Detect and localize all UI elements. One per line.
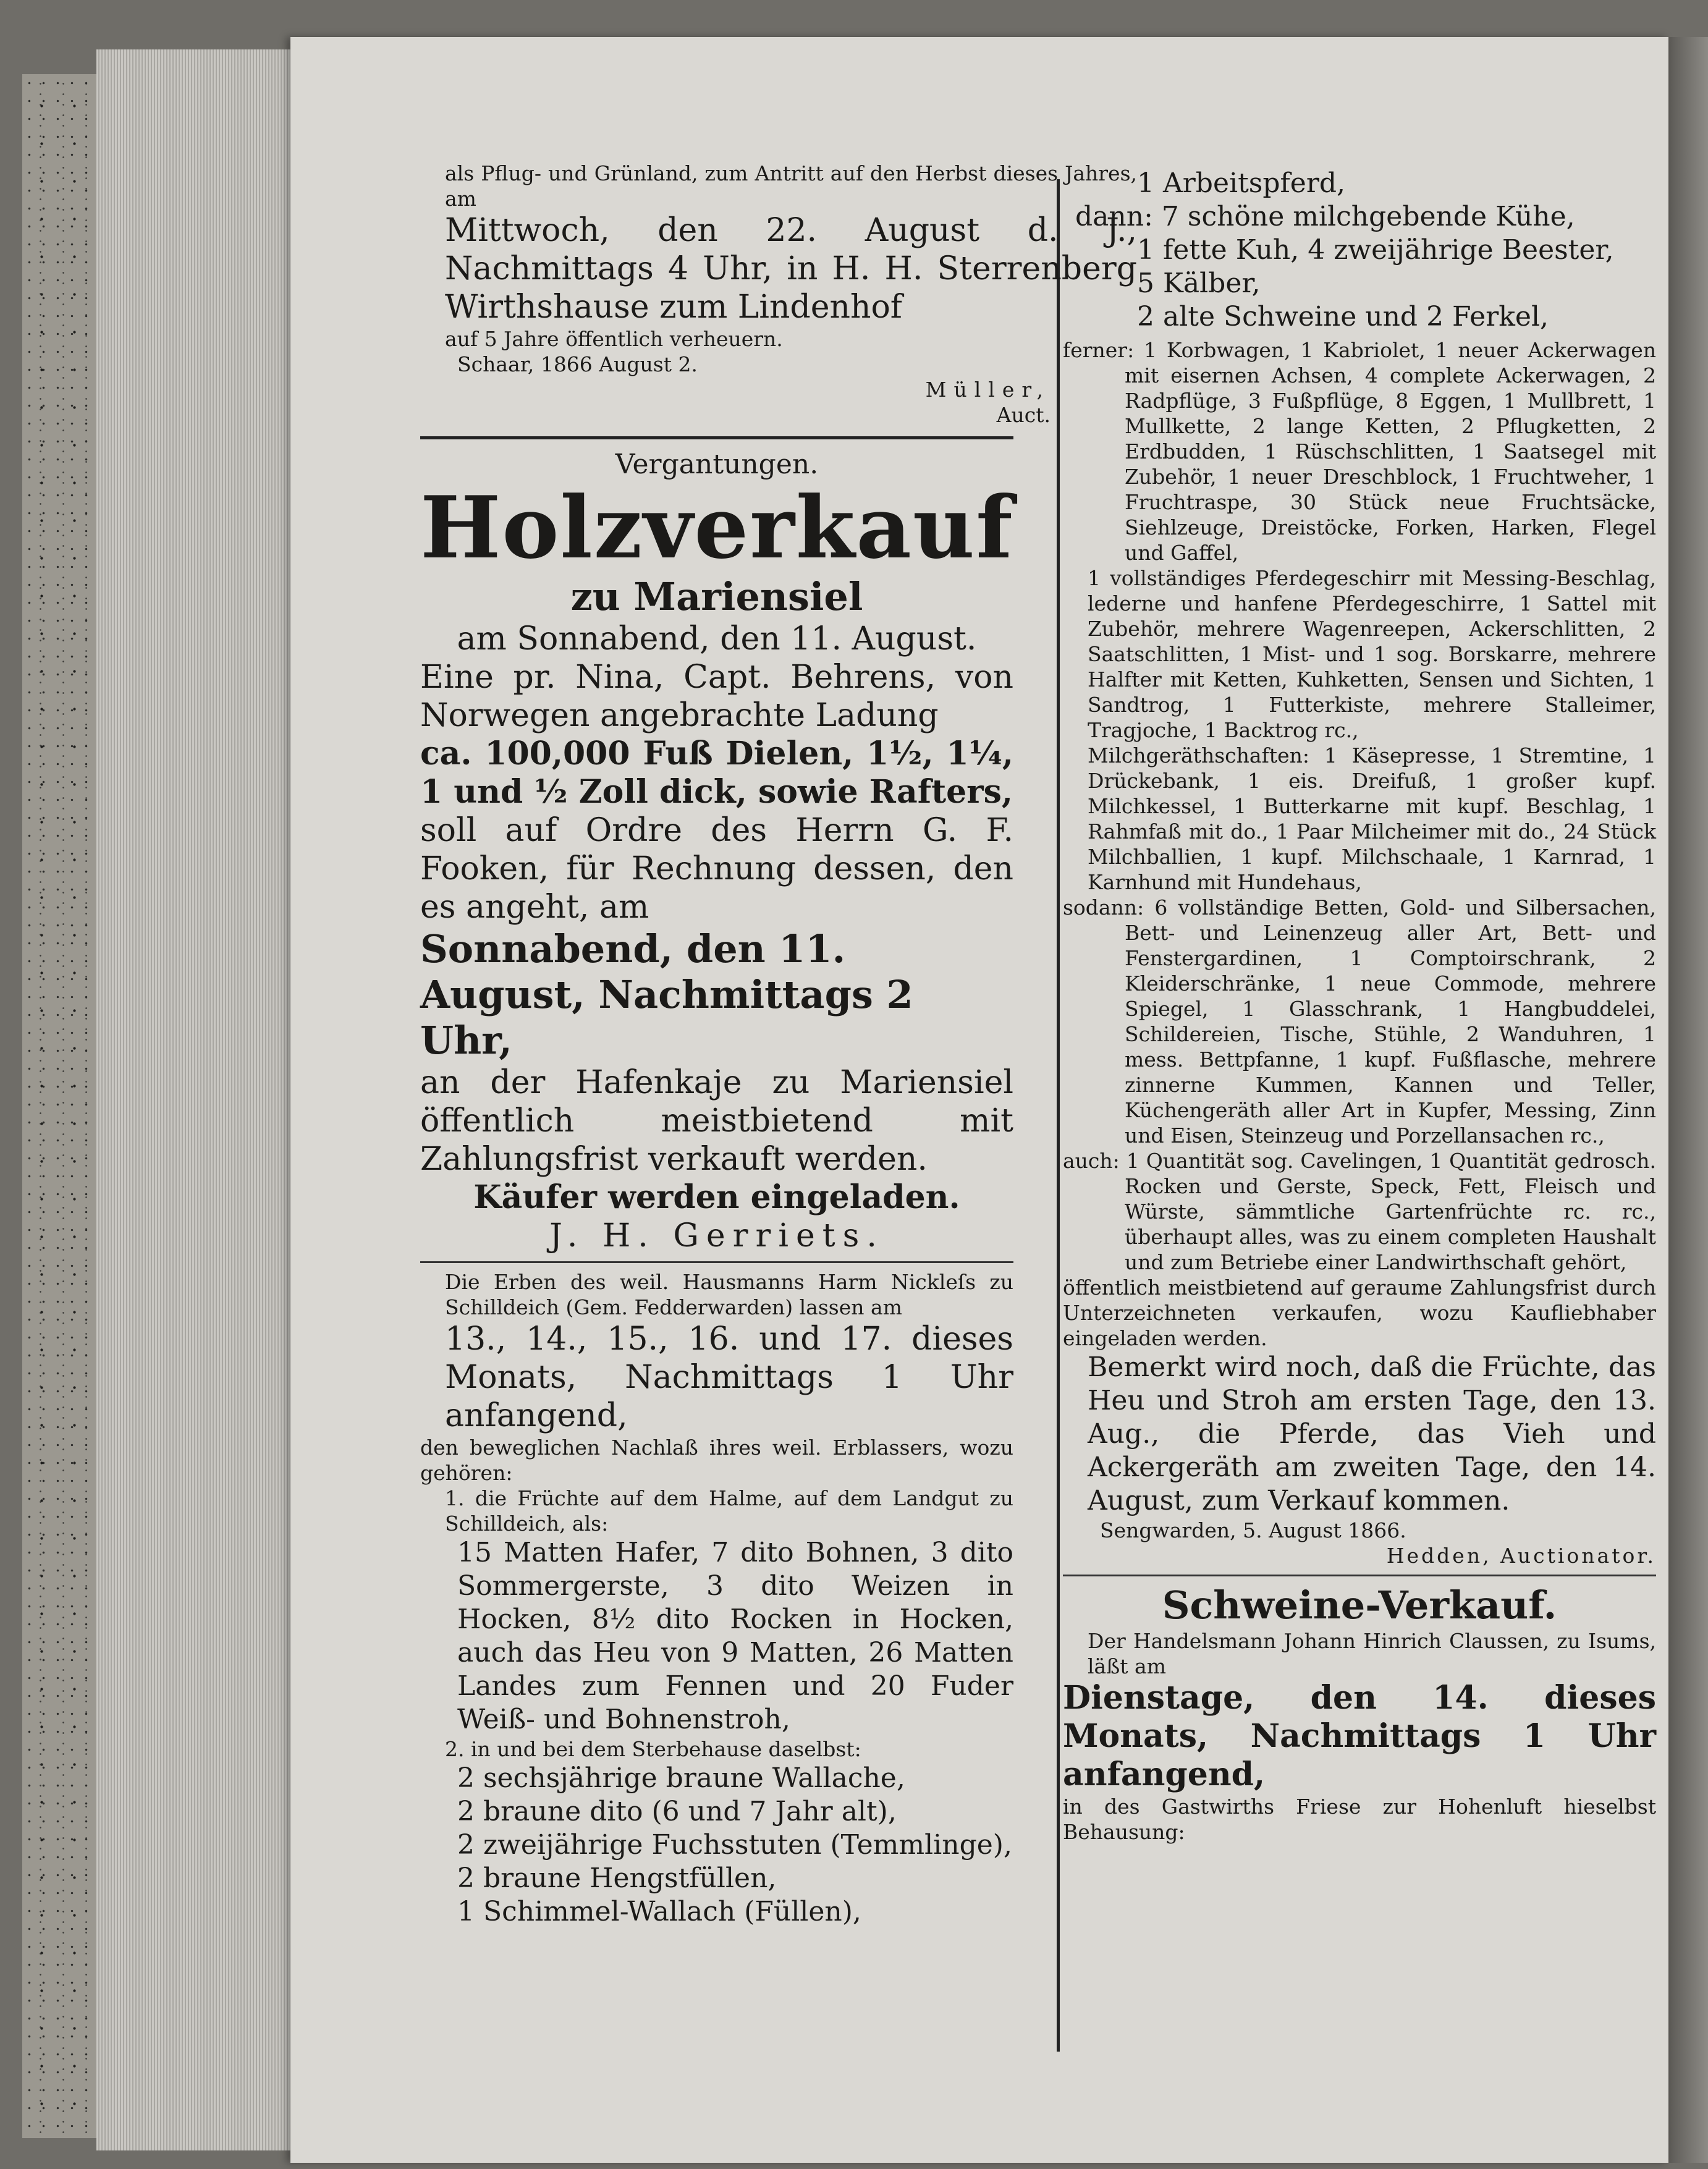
nachlass-item2-line4: 2 braune Hengstfüllen, [457,1862,777,1894]
nachlass-item2-line1: 2 sechsjährige braune Wallache, [457,1762,905,1794]
holzverkauf-when: Sonnabend, den 11. August, Nachmittags 2 Uhr, [420,926,913,1063]
geschirr-list: 1 vollständiges Pferdegeschirr mit Messing-Beschlag, lederne und hanfene Pferdegeschirre, 1 Sattel mit Zubehör, mehrere Wagenreepen, Ackerschlitten, 2 Saatschlitten, 1 Mist- und 1 sog. Borskarre, mehrere Halfter mit Ketten, Kuhketten, Sensen und Sichten, 1 Sandtrog, 1 Futterkiste, mehrere Stalleimer, Tragjoche, 1 Backtrog rc., [1088,566,1656,742]
holzverkauf-title: Holzverkauf [420,477,1014,578]
holzverkauf-body1: Eine pr. Nina, Capt. Behrens, von Norwegen angebrachte Ladung [420,659,1013,734]
holzverkauf-body4: an der Hafenkaje zu Mariensiel öffentlich meistbietend mit Zahlungsfrist verkauft werden. [420,1064,1013,1178]
nachlass-item2-line2: 2 braune dito (6 und 7 Jahr alt), [457,1796,897,1827]
pflug-signature-title: Auct. [996,403,1051,427]
schweine-title: Schweine-Verkauf. [1162,1583,1557,1628]
pflug-signature: Müller, [925,378,1051,402]
schweine-intro: Der Handelsmann Johann Hinrich Claussen, zu Isums, läßt am [1088,1629,1656,1678]
livestock-line3: 1 fette Kuh, 4 zweijährige Beester, [1137,234,1614,266]
holzverkauf-signature: J. H. Gerriets. [549,1217,884,1254]
holzverkauf-invite: Käufer werden eingeladen. [473,1178,960,1216]
auctioneer-signature: Hedden, Auctionator. [1386,1544,1656,1568]
nachlass-intro: Die Erben des weil. Hausmanns Harm Nickleſs zu Schilldeich (Gem. Fedderwarden) lassen am [445,1270,1013,1319]
nachlass-item1-head: 1. die Früchte auf dem Halme, auf dem Landgut zu Schilldeich, als: [445,1486,1013,1536]
nachlass-item2-line3: 2 zweijährige Fuchsstuten (Temmlinge), [457,1829,1012,1861]
pflug-place-date: Schaar, 1866 August 2. [457,352,698,376]
book-page-edges [96,49,307,2150]
left-column [420,161,1137,1929]
pflug-notice [420,161,1137,428]
book-edge-speckle [22,74,96,2138]
holzverkauf-notice [420,448,1013,1255]
separator-rule [1063,1575,1656,1576]
book-right-edge [1668,37,1708,2163]
schweine-body: in des Gastwirths Friese zur Hohenluft hieselbst Behausung: [1063,1795,1656,1844]
closing-text: öffentlich meistbietend auf geraume Zahlungsfrist durch Unterzeichneten verkaufen, wozu Kaufliebhaber eingeladen werden. [1063,1275,1656,1350]
holzverkauf-cargo: ca. 100,000 Fuß Dielen, 1½, 1¼, 1 und ½ Zoll dick, sowie Rafters, [420,735,1013,811]
separator-rule [420,1261,1013,1263]
sodann-list: sodann: 6 vollständige Betten, Gold- und Silbersachen, Bett- und Leinenzeug aller Art, Bett- und Fenstergardinen, 1 Comptoirschrank, 2 Kleiderschränke, 1 neue Commode, mehrere Spiegel, 1 Glasschrank, 1 Hangbuddelei, Schildereien, Tische, Stühle, 2 Wanduhren, 1 mess. Bettpfanne, 1 kupf. Fußflasche, mehrere zinnerne Kummen, Kannen und Teller, Küchengeräth aller Art in Kupfer, Messing, Zinn und Eisen, Steinzeug und Porzellansachen rc., [1063,895,1656,1148]
nachlass-body: den beweglichen Nachlaß ihres weil. Erblassers, wozu gehören: [420,1435,1013,1485]
livestock-line2: dann: 7 schöne milchgebende Kühe, [1075,201,1575,232]
schweine-notice [1063,1583,1656,1845]
holzverkauf-body3: soll auf Ordre des Herrn G. F. Fooken, für Rechnung dessen, den es angeht, am [420,812,1013,926]
schweine-when: Dienstage, den 14. dieses Monats, Nachmittags 1 Uhr anfangend, [1063,1679,1656,1793]
place-date: Sengwarden, 5. August 1866. [1100,1518,1406,1542]
separator-rule [420,436,1013,439]
pflug-line3: auf 5 Jahre öffentlich verheuern. [445,327,783,351]
pflug-date: Mittwoch, den 22. August d. J., Nachmittags 4 Uhr, in H. H. Sterrenberg Wirthshause zum Lindenhof [445,212,1137,326]
nachlass-notice [420,1269,1013,1929]
livestock-list [1063,167,1656,334]
nachlass-item2-head: 2. in und bei dem Sterbehause daselbst: [445,1737,861,1761]
remark-text: Bemerkt wird noch, daß die Früchte, das Heu und Stroh am ersten Tage, den 13. Aug., die Pferde, das Vieh und Ackergeräth am zweiten Tage, den 14. August, zum Verkauf kommen. [1088,1351,1656,1516]
holzverkauf-date: am Sonnabend, den 11. August. [457,620,977,657]
pflug-line1: als Pflug- und Grünland, zum Antritt auf den Herbst dieses Jahres, am [445,161,1137,211]
livestock-line1: 1 Arbeitspferd, [1137,167,1346,199]
section-heading-vergantungen: Vergantungen. [615,449,819,480]
milch-list: Milchgeräthschaften: 1 Käsepresse, 1 Stremtine, 1 Drückebank, 1 eis. Dreifuß, 1 großer kupf. Milchkessel, 1 Butterkarne mit kupf. Beschlag, 1 Rahmfaß mit do., 1 Paar Milcheimer mit do., 24 Stück Milchballien, 1 kupf. Milchschaale, 1 Karnrad, 1 Karnhund mit Hundehaus, [1088,743,1656,894]
auch-list: auch: 1 Quantität sog. Cavelingen, 1 Quantität gedrosch. Rocken und Gerste, Speck, Fett, Fleisch und Würste, sämmtliche Gartenfrüchte rc. rc., überhaupt alles, was zu einem completen Haushalt und zum Betriebe einer Landwirthschaft gehört, [1063,1149,1656,1274]
livestock-line5: 2 alte Schweine und 2 Ferkel, [1137,301,1549,332]
livestock-line4: 5 Kälber, [1137,268,1261,299]
newspaper-page [290,37,1668,2163]
nachlass-item2-line5: 1 Schimmel-Wallach (Füllen), [457,1896,861,1927]
holzverkauf-subtitle: zu Mariensiel [570,574,863,619]
right-column [1063,167,1656,1845]
ferner-list: ferner: 1 Korbwagen, 1 Kabriolet, 1 neuer Ackerwagen mit eisernen Achsen, 4 complete Ackerwagen, 2 Radpflüge, 3 Fußpflüge, 8 Eggen, 1 Mullbrett, 1 Mullkette, 2 lange Ketten, 2 Pflugketten, 2 Erdbudden, 1 Rüschschlitten, 1 Saatsegel mit Zubehör, 1 neuer Dreschblock, 1 Fruchtweher, 1 Fruchtraspe, 30 Stück neue Fruchtsäcke, Siehlzeuge, Dreistöcke, Forken, Harken, Flegel und Gaffel, [1063,338,1656,565]
nachlass-dates: 13., 14., 15., 16. und 17. dieses Monats, Nachmittags 1 Uhr anfangend, [445,1321,1013,1434]
nachlass-item1-body: 15 Matten Hafer, 7 dito Bohnen, 3 dito Sommergerste, 3 dito Weizen in Hocken, 8½ dito Rocken in Hocken, auch das Heu von 9 Matten, 26 Matten Landes zum Fennen und 20 Fuder Weiß- und Bohnenstroh, [457,1537,1013,1735]
